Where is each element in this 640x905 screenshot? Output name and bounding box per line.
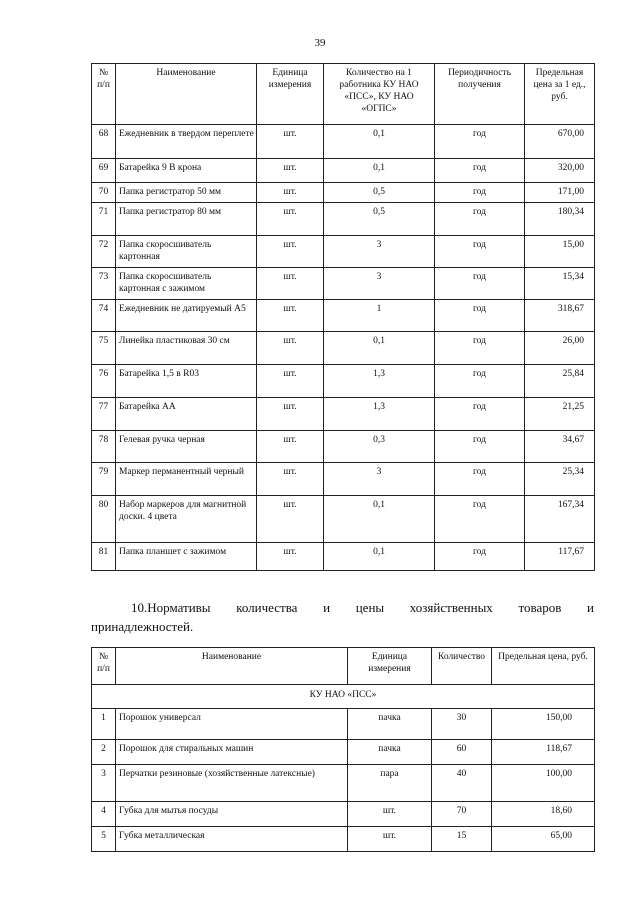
item-unit: шт. — [257, 125, 324, 159]
row-number: 81 — [92, 543, 116, 571]
item-unit: шт. — [257, 431, 324, 463]
item-quantity: 1,3 — [324, 365, 435, 398]
section-heading-line2: принадлежностей. — [91, 619, 194, 634]
item-quantity: 15 — [432, 827, 492, 852]
item-period: год — [435, 159, 525, 183]
item-name: Порошок для стиральных машин — [116, 740, 348, 765]
item-name: Папка регистратор 50 мм — [116, 183, 257, 203]
row-number: 69 — [92, 159, 116, 183]
item-unit: шт. — [257, 496, 324, 543]
section-heading-line1 — [91, 598, 594, 617]
office-supplies-table — [91, 63, 595, 571]
item-period: год — [435, 398, 525, 431]
item-price: 26,00 — [525, 332, 595, 365]
section-label: КУ НАО «ПСС» — [92, 685, 595, 709]
item-unit: шт. — [257, 463, 324, 496]
row-number: 77 — [92, 398, 116, 431]
item-unit: шт. — [257, 365, 324, 398]
table-header-row — [92, 648, 595, 685]
section-heading-word: и — [323, 600, 331, 615]
row-number: 4 — [92, 802, 116, 827]
item-name: Линейка пластиковая 30 см — [116, 332, 257, 365]
item-price: 167,34 — [525, 496, 595, 543]
item-unit: шт. — [257, 268, 324, 300]
table-row — [92, 332, 595, 365]
row-number: 75 — [92, 332, 116, 365]
col-header-num: № п/п — [92, 648, 116, 685]
item-unit: шт. — [257, 543, 324, 571]
item-name: Ежедневник не датируемый А5 — [116, 300, 257, 332]
table-row — [92, 203, 595, 236]
section-heading — [91, 598, 594, 636]
item-quantity: 3 — [324, 268, 435, 300]
item-period: год — [435, 125, 525, 159]
item-unit: пара — [348, 765, 432, 802]
row-number: 5 — [92, 827, 116, 852]
section-row — [92, 685, 595, 709]
household-goods-table — [91, 647, 595, 852]
item-name: Папка планшет с зажимом — [116, 543, 257, 571]
row-number: 78 — [92, 431, 116, 463]
row-number: 68 — [92, 125, 116, 159]
row-number: 72 — [92, 236, 116, 268]
table-row — [92, 268, 595, 300]
section-heading-word: товаров — [518, 600, 562, 615]
col-header-qty: Количество на 1 работника КУ НАО «ПСС», КУ НАО «ОГПС» — [324, 64, 435, 125]
item-quantity: 0,1 — [324, 543, 435, 571]
item-unit: шт. — [257, 159, 324, 183]
row-number: 3 — [92, 765, 116, 802]
item-unit: шт. — [257, 398, 324, 431]
item-price: 15,00 — [525, 236, 595, 268]
item-name: Папка регистратор 80 мм — [116, 203, 257, 236]
col-header-unit: Единица измерения — [257, 64, 324, 125]
item-quantity: 40 — [432, 765, 492, 802]
item-price: 21,25 — [525, 398, 595, 431]
col-header-period: Периодичность получения — [435, 64, 525, 125]
item-unit: пачка — [348, 709, 432, 740]
item-name: Батарейка 9 В крона — [116, 159, 257, 183]
item-name: Гелевая ручка черная — [116, 431, 257, 463]
item-period: год — [435, 203, 525, 236]
item-price: 670,00 — [525, 125, 595, 159]
item-price: 171,00 — [525, 183, 595, 203]
table-row — [92, 183, 595, 203]
item-name: Маркер перманентный черный — [116, 463, 257, 496]
row-number: 79 — [92, 463, 116, 496]
col-header-name: Наименование — [116, 64, 257, 125]
item-name: Набор маркеров для магнитной доски. 4 цвета — [116, 496, 257, 543]
table-row — [92, 740, 595, 765]
item-name: Батарейка 1,5 в R03 — [116, 365, 257, 398]
item-name: Папка скоросшиватель картонная с зажимом — [116, 268, 257, 300]
item-name: Батарейка АА — [116, 398, 257, 431]
page-number: 39 — [314, 37, 326, 49]
item-period: год — [435, 543, 525, 571]
item-unit: шт. — [348, 827, 432, 852]
item-price: 15,34 — [525, 268, 595, 300]
item-unit: шт. — [257, 203, 324, 236]
section-heading-word: цены — [355, 600, 385, 615]
table-row — [92, 709, 595, 740]
table-row — [92, 496, 595, 543]
item-name: Порошок универсал — [116, 709, 348, 740]
item-price: 100,00 — [492, 765, 595, 802]
table-row — [92, 765, 595, 802]
table-row — [92, 300, 595, 332]
section-heading-word: количества — [236, 600, 298, 615]
item-quantity: 1,3 — [324, 398, 435, 431]
item-quantity: 0,3 — [324, 431, 435, 463]
item-period: год — [435, 431, 525, 463]
item-unit: шт. — [257, 332, 324, 365]
item-unit: пачка — [348, 740, 432, 765]
table-row — [92, 543, 595, 571]
item-period: год — [435, 332, 525, 365]
item-unit: шт. — [257, 300, 324, 332]
row-number: 70 — [92, 183, 116, 203]
item-price: 117,67 — [525, 543, 595, 571]
item-period: год — [435, 365, 525, 398]
item-quantity: 60 — [432, 740, 492, 765]
item-quantity: 0,1 — [324, 496, 435, 543]
item-period: год — [435, 463, 525, 496]
col-header-price: Предельная цена за 1 ед., руб. — [525, 64, 595, 125]
section-heading-number: 10.Нормативы — [131, 600, 211, 615]
row-number: 71 — [92, 203, 116, 236]
item-price: 118,67 — [492, 740, 595, 765]
row-number: 76 — [92, 365, 116, 398]
item-quantity: 3 — [324, 463, 435, 496]
item-price: 65,00 — [492, 827, 595, 852]
item-quantity: 0,5 — [324, 203, 435, 236]
item-name: Перчатки резиновые (хозяйственные латексные) — [116, 765, 348, 802]
row-number: 80 — [92, 496, 116, 543]
table-row — [92, 463, 595, 496]
table-row — [92, 802, 595, 827]
item-quantity: 3 — [324, 236, 435, 268]
item-name: Губка металлическая — [116, 827, 348, 852]
item-unit: шт. — [257, 183, 324, 203]
item-price: 25,34 — [525, 463, 595, 496]
col-header-price: Предельная цена, руб. — [492, 648, 595, 685]
item-name: Ежедневник в твердом переплете — [116, 125, 257, 159]
item-period: год — [435, 236, 525, 268]
table-header-row — [92, 64, 595, 125]
item-period: год — [435, 496, 525, 543]
item-name: Губка для мытья посуды — [116, 802, 348, 827]
item-price: 34,67 — [525, 431, 595, 463]
item-name: Папка скоросшиватель картонная — [116, 236, 257, 268]
col-header-name: Наименование — [116, 648, 348, 685]
col-header-unit: Единица измерения — [348, 648, 432, 685]
table-row — [92, 398, 595, 431]
table-row — [92, 236, 595, 268]
table-row — [92, 159, 595, 183]
item-quantity: 1 — [324, 300, 435, 332]
row-number: 73 — [92, 268, 116, 300]
row-number: 2 — [92, 740, 116, 765]
section-heading-word: и — [587, 600, 594, 615]
item-price: 25,84 — [525, 365, 595, 398]
row-number: 74 — [92, 300, 116, 332]
item-quantity: 0,1 — [324, 125, 435, 159]
item-price: 150,00 — [492, 709, 595, 740]
col-header-num: № п/п — [92, 64, 116, 125]
item-price: 320,00 — [525, 159, 595, 183]
table-row — [92, 431, 595, 463]
item-price: 318,67 — [525, 300, 595, 332]
section-heading-word: хозяйственных — [409, 600, 493, 615]
col-header-qty: Количество — [432, 648, 492, 685]
item-quantity: 70 — [432, 802, 492, 827]
item-quantity: 0,1 — [324, 159, 435, 183]
item-unit: шт. — [257, 236, 324, 268]
item-price: 18,60 — [492, 802, 595, 827]
row-number: 1 — [92, 709, 116, 740]
table-row — [92, 125, 595, 159]
table-row — [92, 827, 595, 852]
item-period: год — [435, 183, 525, 203]
item-quantity: 0,5 — [324, 183, 435, 203]
item-unit: шт. — [348, 802, 432, 827]
table-row — [92, 365, 595, 398]
item-quantity: 0,1 — [324, 332, 435, 365]
item-period: год — [435, 300, 525, 332]
item-period: год — [435, 268, 525, 300]
item-quantity: 30 — [432, 709, 492, 740]
item-price: 180,34 — [525, 203, 595, 236]
